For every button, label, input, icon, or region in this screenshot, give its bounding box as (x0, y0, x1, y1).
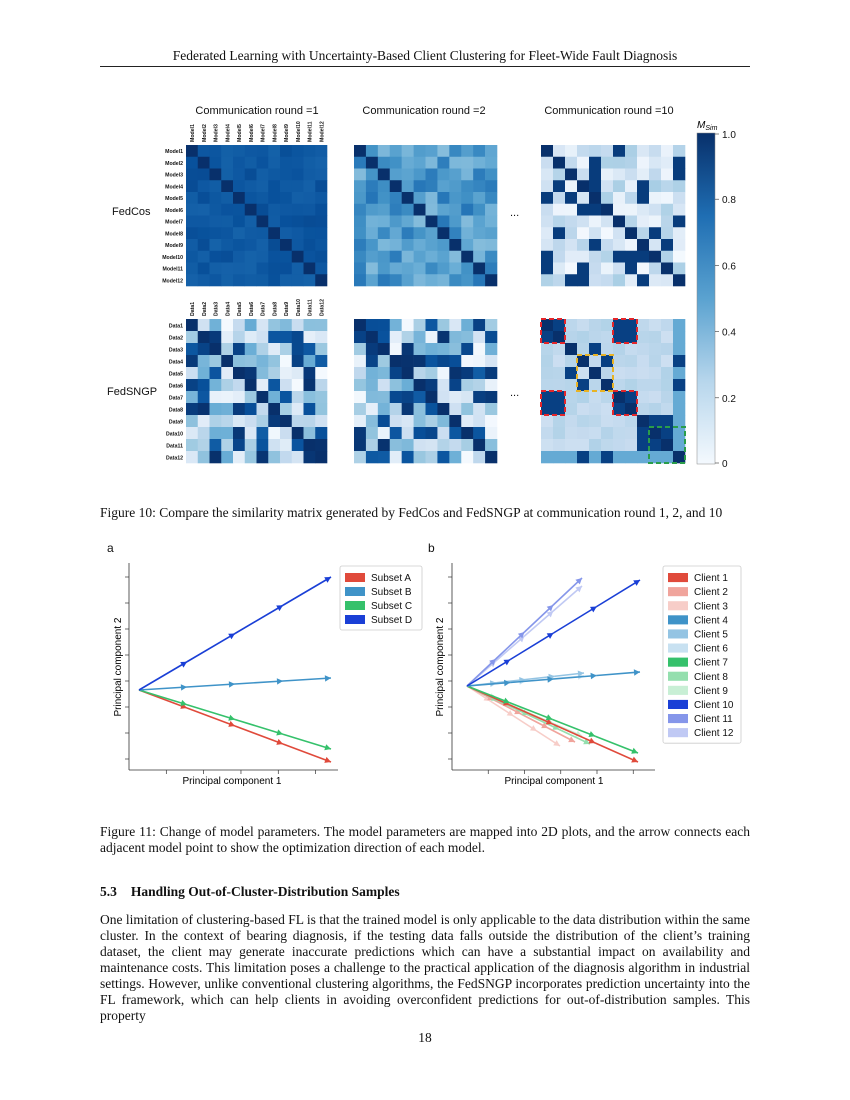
legend-swatch (668, 601, 688, 610)
legend-swatch (345, 601, 365, 610)
panel-b (435, 563, 741, 787)
trajectory (467, 578, 582, 686)
trajectory (139, 675, 331, 690)
ellipsis-top: ... (510, 207, 520, 219)
colorbar-tick: 0 (722, 459, 728, 470)
figure-10-caption: Figure 10: Compare the similarity matrix generated by FedCos and FedSNGP at communication round 1, 2, and 10 (100, 505, 723, 520)
legend-entry: Client 5 (694, 629, 728, 641)
matrix-col-label: Model3 (213, 124, 220, 142)
section-heading (100, 884, 400, 900)
matrix-col-label: Model8 (272, 124, 279, 142)
legend-swatch (668, 615, 688, 624)
legend-entry: Client 10 (694, 700, 734, 711)
matrix-row-label: Data10 (165, 431, 183, 438)
legend-swatch (668, 700, 688, 709)
matrix-col-label: Data11 (307, 299, 314, 316)
figure-11-caption: Figure 11: Change of model parameters. The model parameters are mapped into 2D plots, and the arrow connects each adjacent model point to show the optimization direction of each model. (100, 824, 750, 855)
trajectory-arrow (277, 678, 283, 684)
matrix-row-label: Model7 (165, 219, 183, 226)
row-label-fedcos: FedCos (112, 206, 151, 218)
matrix-row-label: Model11 (162, 266, 183, 273)
legend-entry: Subset B (371, 587, 412, 598)
matrix-row-label: Model10 (162, 255, 183, 261)
matrix-row-label: Model12 (162, 278, 183, 285)
legend-entry: Client 3 (694, 601, 728, 613)
legend-entry: Client 11 (694, 714, 733, 726)
matrix-col-label: Data5 (237, 301, 244, 316)
panel-a (113, 563, 422, 787)
trajectory (467, 669, 640, 686)
legend-entry: Client 4 (694, 615, 728, 627)
matrix-col-label: Data2 (202, 301, 208, 316)
legend-entry: Subset A (371, 573, 412, 584)
colorbar-tick: 1.0 (722, 130, 736, 141)
legend-entry: Client 6 (694, 643, 728, 655)
legend-swatch (668, 629, 688, 638)
trajectory (139, 577, 331, 690)
panel-b-xlabel: Principal component 1 (504, 776, 604, 787)
matrix-row-label: Data3 (168, 347, 183, 354)
matrix-col-label: Data10 (296, 298, 302, 316)
panel-a-series (139, 577, 331, 763)
matrix-row-label: Model3 (165, 172, 183, 179)
matrix-col-label: Data1 (190, 301, 197, 316)
colorbar-tick: 0.6 (722, 261, 736, 273)
matrix-col-label: Model11 (307, 121, 314, 142)
legend-swatch (668, 686, 688, 695)
trajectory (467, 686, 638, 763)
ellipsis-bottom: ... (510, 387, 520, 399)
panel-b-series (467, 578, 640, 763)
matrix-row-label: Data1 (168, 323, 183, 330)
trajectory-arrow (634, 669, 640, 675)
trajectory (467, 686, 638, 754)
matrix-col-label: Data8 (272, 301, 279, 316)
matrix-col-label: Data6 (249, 301, 255, 316)
round-title-10: Communication round =10 (544, 105, 674, 117)
trajectory (467, 580, 640, 686)
trajectory (139, 690, 331, 750)
page-number: 18 (418, 1030, 432, 1045)
trajectory-arrow (325, 675, 331, 681)
matrix-col-label: Data4 (225, 301, 232, 316)
matrix-row-label: Data7 (168, 395, 183, 402)
section-number: 5.3 (100, 884, 117, 899)
legend-entry: Subset C (371, 601, 413, 612)
matrix-row-label: Data8 (168, 407, 183, 414)
matrix-row-label: Model4 (165, 184, 183, 191)
trajectory-arrow (591, 673, 597, 679)
matrix-row-label: Data2 (168, 335, 183, 342)
colorbar-tick: 0.4 (722, 327, 736, 339)
round-title-1: Communication round =1 (195, 105, 319, 117)
legend-swatch (668, 658, 688, 667)
matrix-row-label: Data5 (168, 371, 183, 378)
colorbar-tick: 0.2 (722, 393, 736, 405)
matrix-row-label: Data12 (165, 455, 183, 462)
legend-swatch (668, 672, 688, 681)
legend-swatch (668, 644, 688, 653)
matrix-row-label: Data4 (168, 359, 183, 366)
matrix-row-label: Data6 (168, 383, 183, 390)
legend-swatch (345, 615, 365, 624)
trajectory-arrow (181, 684, 187, 690)
matrix-col-label: Data9 (284, 301, 291, 316)
colorbar-tick: 0.8 (722, 195, 736, 207)
colorbar-label: M (697, 120, 706, 131)
matrix-col-label: Data3 (213, 301, 220, 316)
legend-swatch (345, 587, 365, 596)
legend-entry: Client 2 (694, 587, 728, 599)
panel-b-legend (663, 566, 741, 743)
round-title-2: Communication round =2 (362, 105, 486, 117)
matrix-col-label: Model2 (202, 124, 208, 142)
panel-a-label: a (107, 541, 114, 555)
matrix-col-label: Model5 (237, 124, 244, 142)
legend-entry: Client 12 (694, 728, 734, 740)
panel-a-ylabel: Principal component 2 (113, 617, 124, 717)
matrix-row-label: Model5 (165, 196, 183, 203)
matrix-col-label: Data12 (319, 298, 326, 316)
legend-entry: Client 7 (694, 657, 728, 669)
matrix-col-label: Model1 (190, 124, 197, 142)
matrix-row-label: Model6 (165, 208, 183, 214)
legend-swatch (668, 587, 688, 596)
matrix-col-label: Model12 (319, 121, 326, 142)
legend-swatch (668, 728, 688, 737)
legend-entry: Subset D (371, 615, 413, 626)
matrix-row-label: Model8 (165, 231, 183, 238)
trajectory (139, 690, 331, 763)
matrix-col-label: Model9 (284, 124, 291, 142)
panel-b-ylabel: Principal component 2 (435, 617, 446, 717)
running-header: Federated Learning with Uncertainty-Based Client Clustering for Fleet-Wide Fault Diagnosis (172, 48, 678, 63)
colorbar-label-sub: Sim (705, 125, 718, 132)
matrix-col-label: Model4 (225, 124, 232, 142)
matrix-row-label: Model2 (165, 161, 183, 167)
legend-swatch (668, 573, 688, 582)
legend-entry: Client 8 (694, 671, 728, 683)
legend-swatch (345, 573, 365, 582)
matrix-col-label: Model7 (260, 124, 267, 142)
legend-swatch (668, 714, 688, 723)
panel-b-label: b (428, 541, 435, 555)
matrix-row-label: Model9 (165, 243, 183, 250)
matrix-row-label: Data11 (166, 443, 183, 450)
matrix-col-label: Model10 (296, 121, 302, 142)
trajectory (467, 686, 560, 746)
legend-entry: Client 9 (694, 685, 728, 697)
legend-entry: Client 1 (694, 573, 728, 585)
trajectory (467, 586, 582, 686)
matrix-row-label: Model1 (165, 149, 183, 156)
section-title: Handling Out-of-Cluster-Distribution Samples (130, 884, 400, 899)
matrix-col-label: Model6 (249, 124, 255, 142)
trajectory-arrow (229, 681, 235, 687)
matrix-row-label: Data9 (168, 419, 183, 426)
matrix-col-label: Data7 (260, 301, 267, 316)
panel-a-xlabel: Principal component 1 (182, 776, 282, 787)
body-paragraph: One limitation of clustering-based FL is that the trained model is only applicable to the data distribution within the same cluster. In the context of bearing diagnosis, if the testing data falls outside the distribution of the client’s training dataset, the client may generate inaccurate predictions which can have a substantial impact on availability and maintenance costs. This limitation poses a challenge to the practical application of the diagnosis algorithm in industrial settings. However, unlike conventional clustering algorithms, the FedSNGP incorporates prediction uncertainty into the FL framework, which can help clients in avoiding overconfident predictions for out-of-distribution samples. This property (100, 912, 750, 1023)
row-label-fedsngp: FedSNGP (107, 386, 158, 398)
panel-a-legend (340, 566, 422, 630)
